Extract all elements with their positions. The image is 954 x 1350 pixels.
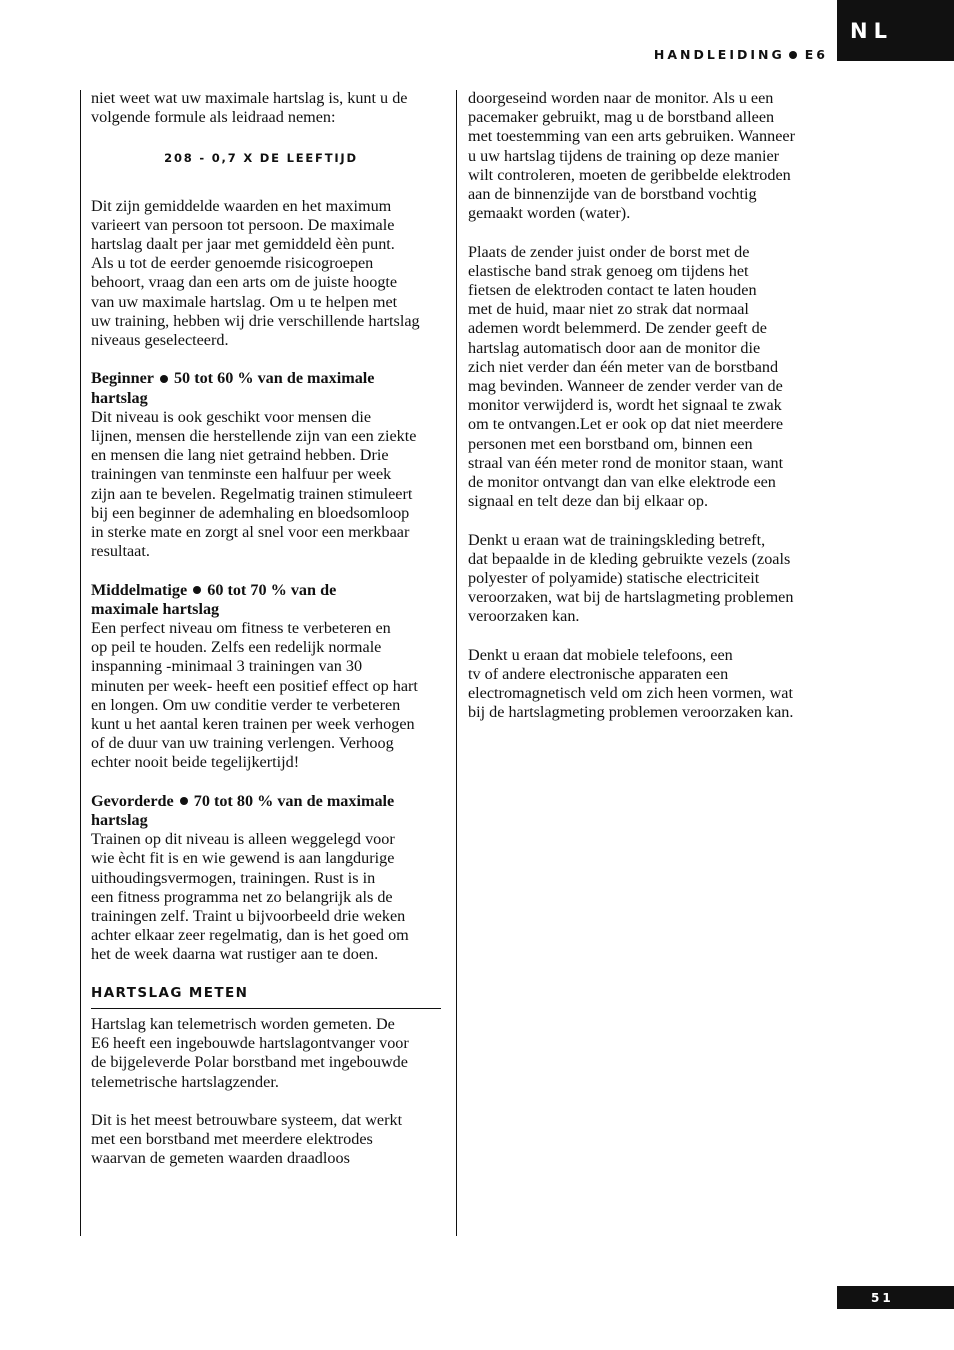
bullet-icon <box>160 375 168 383</box>
running-header <box>654 47 828 62</box>
level-beginner <box>91 369 441 561</box>
level-heading <box>91 792 441 830</box>
level-range: 60 tot 70 % van de maximale hartslag <box>91 580 337 618</box>
manual-label: HANDLEIDING <box>653 47 785 62</box>
level-name: Middelmatige <box>91 580 188 599</box>
level-advanced <box>91 792 441 965</box>
intro-text: niet weet wat uw maximale hartslag is, kunt u de volgende formule als leidraad nemen: <box>91 89 408 127</box>
level-description: Dit niveau is ook geschikt voor mensen die lijnen, mensen die herstellende zijn van een ziekte en mensen die lang niet getraind hebben. Drie trainingen van tenminste een halfuur per week zijn aan te bevelen. Regelmatig trainen stimuleert bij een beginner de ademhaling en bloedsomloop in sterke mate en zorgt al snel voor een merkbaar resultaat. <box>91 407 417 561</box>
level-heading <box>91 581 441 619</box>
left-margin-rule <box>80 90 81 1236</box>
bullet-icon <box>180 797 188 805</box>
level-range: 70 tot 80 % van de maximale hartslag <box>91 791 395 830</box>
paragraph: Hartslag kan telemetrisch worden gemeten. De E6 heeft een ingebouwde hartslagontvanger voor de bijgeleverde Polar borstband met ingebouwde telemetrische hartslagzender. <box>91 1015 409 1091</box>
paragraph: Denkt u eraan dat mobiele telefoons, een tv of andere electronische apparaten een electromagnetisch veld om zich heen vormen, wat bij de hartslagmeting problemen veroorzaken kan. <box>468 645 794 722</box>
level-description: Trainen op dit niveau is alleen weggelegd voor wie ècht fit is en wie gewend is aan langdurige uithoudingsvermogen, trainingen. Rust is in een fitness programma net zo belangrijk als de trainingen zelf. Traint u bijvoorbeeld drie weken achter elkaar zeer regelmatig, dan is het goed om het de week daarna wat rustiger aan te doen. <box>91 830 409 964</box>
page-number: 51 <box>837 1286 954 1309</box>
bullet-icon <box>193 586 201 594</box>
level-name: Beginner <box>91 369 154 388</box>
bullet-icon <box>789 51 797 59</box>
paragraph: Plaats de zender juist onder de borst met de elastische band strak genoeg om tijdens het fietsen de elektroden contact te laten houden met de huid, maar niet zo strak dat normaal ademen wordt belemmerd. De zender geeft de hartslag automatisch door aan de monitor die zich niet verder dan één meter van de borstband mag bevinden. Wanneer de zender verder van de monitor verwijderd is, wordt het signaal te zwak om te ontvangen.Let er ook op dat niet meerdere personen met een borstband om, binnen een straal van één meter rond de monitor staan, want de monitor ontvangt dan van elke elektrode een signaal en telt deze dan bij elkaar op. <box>468 242 784 511</box>
section-heading: HARTSLAG METEN <box>91 984 441 1009</box>
column-divider <box>456 90 457 1236</box>
model-label: E6 <box>804 47 828 62</box>
heart-rate-formula: 208 - 0,7 X DE LEEFTIJD <box>164 151 358 166</box>
paragraph: Dit is het meest betrouwbare systeem, dat werkt met een borstband met meerdere elektrodes waarvan de gemeten waarden draadloos <box>91 1111 403 1168</box>
level-range: 50 tot 60 % van de maximale hartslag <box>91 369 375 407</box>
paragraph: doorgeseind worden naar de monitor. Als u een pacemaker gebruikt, mag u de borstband alleen met toestemming van een arts gebruiken. Wanneer u uw hartslag tijdens de training op deze manier wilt controleren, moeten de geribbelde elektroden aan de binnenzijde van de borstband vochtig gemaakt worden (water). <box>468 89 795 223</box>
language-tab: NL <box>837 0 954 61</box>
paragraph: Dit zijn gemiddelde waarden en het maximum varieert van persoon tot persoon. De maximale hartslag daalt per jaar met gemiddeld èèn punt. Als u tot de eerder genoemde risicogroepen behoort, vraag dan een arts om de juiste hoogte van uw maximale hartslag. Om u te helpen met uw training, hebben wij drie verschillende hartslag niveaus geselecteerd. <box>91 196 420 350</box>
right-column <box>468 89 818 742</box>
level-description: Een perfect niveau om fitness te verbeteren en op peil te houden. Zelfs een redelijk normale inspanning -minimaal 3 trainingen van 30 minuten per week- heeft een positief effect op hart en longen. Om uw conditie verder te verbeteren kunt u het aantal keren trainen per week verhogen of de duur van uw training verlengen. Verhoog echter nooit beide tegelijkertijd! <box>91 619 418 772</box>
left-column <box>91 89 441 1188</box>
level-name: Gevorderde <box>91 791 174 810</box>
paragraph: Denkt u eraan wat de trainingskleding betreft, dat bepaalde in de kleding gebruikte vezels (zoals polyester of polyamide) statische electriciteit veroorzaken, wat bij de hartslagmeting problemen veroorzaken kan. <box>468 530 794 626</box>
level-heading <box>91 369 441 407</box>
level-intermediate <box>91 581 441 773</box>
